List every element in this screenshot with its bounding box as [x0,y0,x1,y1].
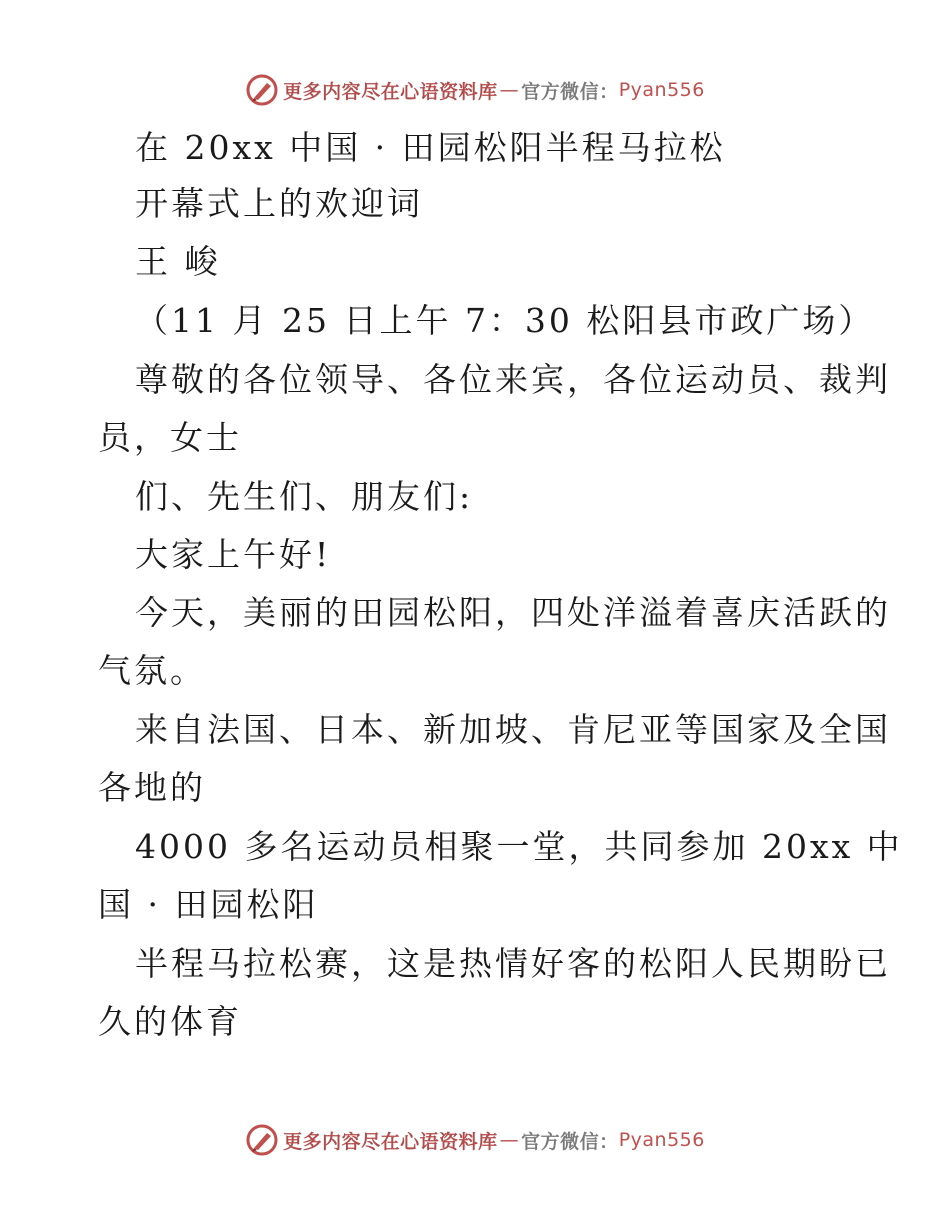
date-location-line: （11 月 25 日上午 7：30 松阳县市政广场） [135,301,875,340]
paragraph-line: 久的体育 [98,1002,242,1041]
title-line-2: 开幕式上的欢迎词 [135,184,423,223]
banner-wechat-id: Pyan556 [618,79,705,101]
paragraph-line: 4000 多名运动员相聚一堂，共同参加 20xx 中 [135,827,903,866]
paragraph-line: 尊敬的各位领导、各位来宾，各位运动员、裁判 [135,360,891,399]
paragraph-line: 大家上午好! [135,535,332,574]
banner-wechat-id: Pyan556 [618,1129,705,1151]
paragraph-line: 来自法国、日本、新加坡、肯尼亚等国家及全国 [135,710,891,749]
paragraph-line: 气氛。 [98,651,206,690]
paragraph-line: 半程马拉松赛，这是热情好客的松阳人民期盼已 [135,944,891,983]
paragraph-line: 各地的 [98,768,206,807]
pen-logo-icon [245,1123,279,1157]
paragraph-line: 国 · 田园松阳 [98,885,319,924]
footer-watermark-banner [0,1120,950,1160]
banner-text: 更多内容尽在心语资料库 [283,1130,498,1153]
paragraph-line: 们、先生们、朋友们: [135,477,474,516]
banner-subtitle: 官方微信： [521,80,619,103]
banner-dash: — [499,1129,520,1151]
title-line-1: 在 20xx 中国 · 田园松阳半程马拉松 [135,128,726,167]
paragraph-line: 员，女士 [98,418,242,457]
banner-dash: — [499,79,520,101]
banner-text: 更多内容尽在心语资料库 [283,80,498,103]
author-line: 王 峻 [135,242,221,281]
banner-subtitle: 官方微信： [521,1130,619,1153]
paragraph-line: 今天，美丽的田园松阳，四处洋溢着喜庆活跃的 [135,593,891,632]
